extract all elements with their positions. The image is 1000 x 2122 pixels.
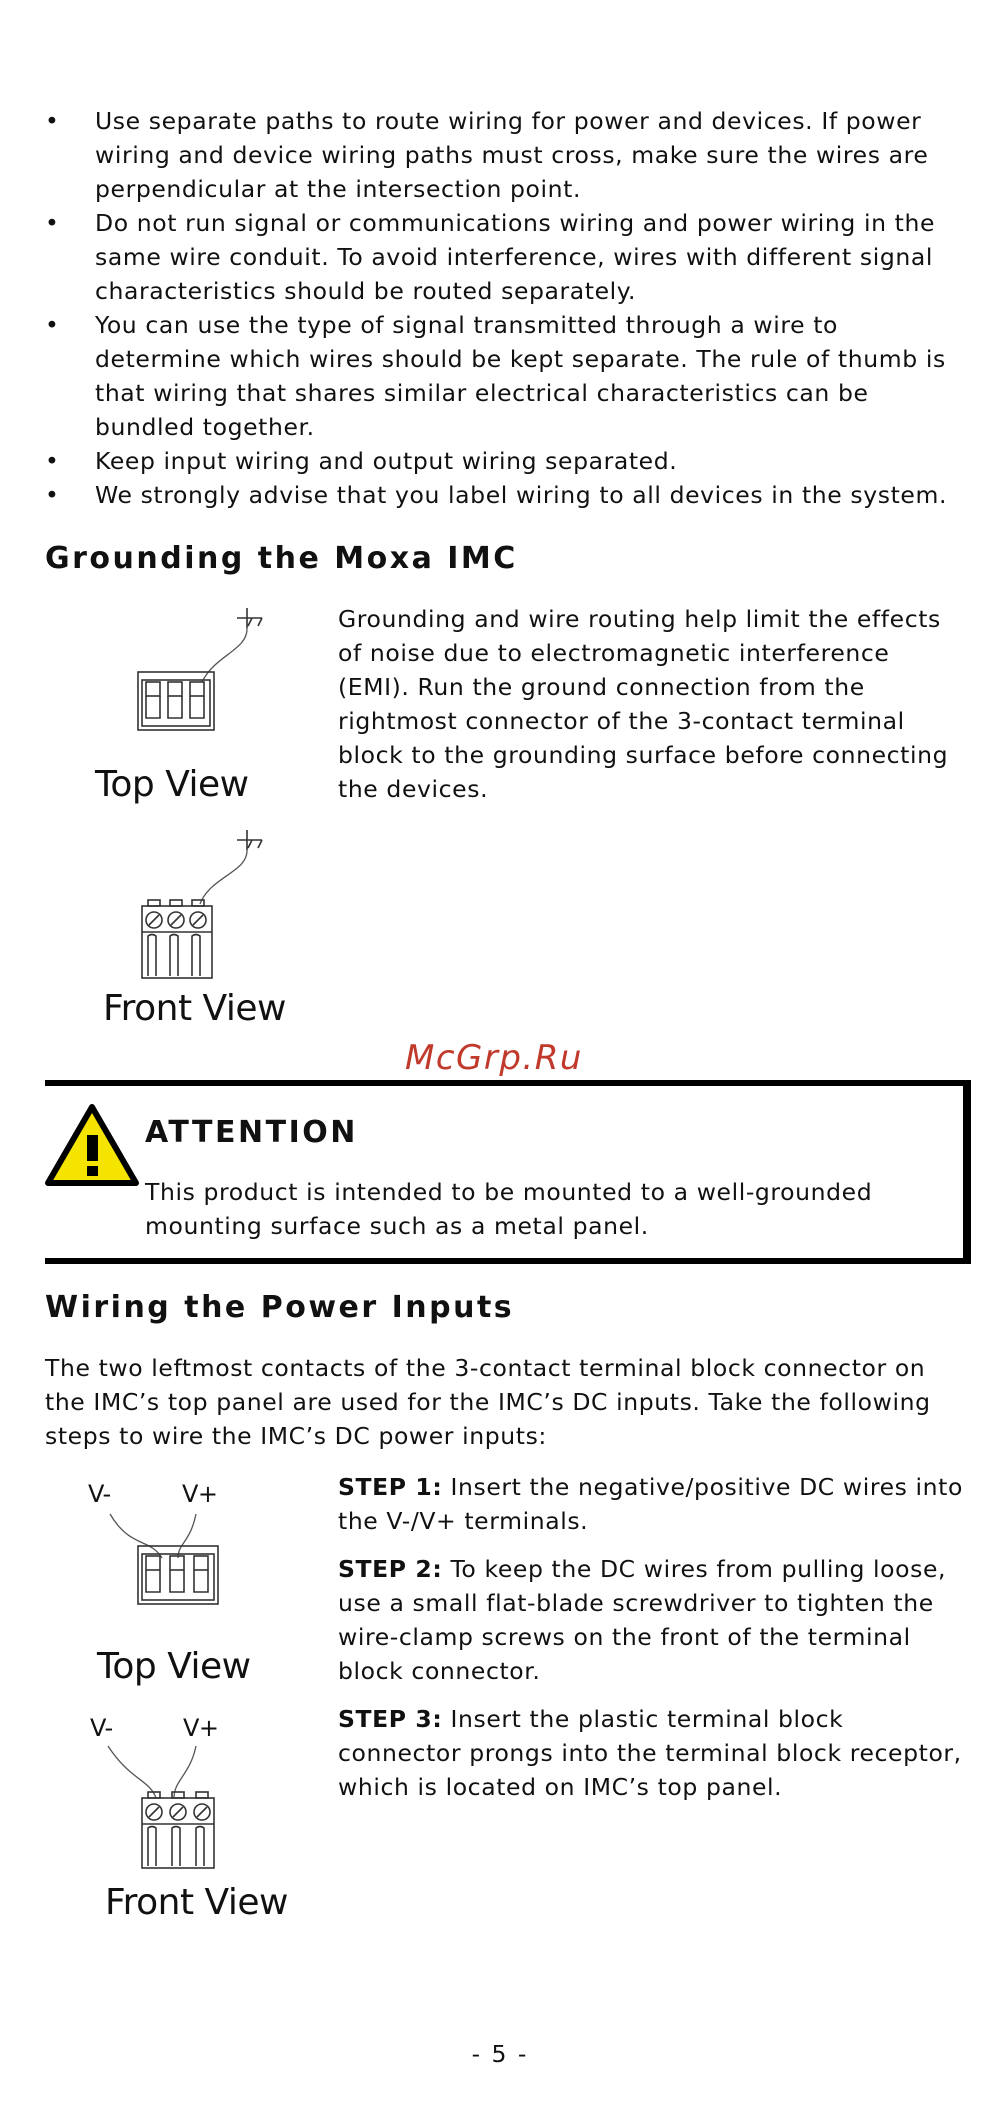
attention-title: ATTENTION: [145, 1115, 358, 1150]
v-minus-label: V-: [88, 1480, 111, 1508]
bullet-marker: •: [45, 447, 60, 475]
attention-text: This product is intended to be mounted to a well-grounded mounting surface such as a metal panel.: [145, 1178, 873, 1240]
step-2: STEP 2: To keep the DC wires from pulling loose, use a small flat-blade screwdriver to tighten the wire-clamp screws on the front of the terminal block connector.: [338, 1555, 947, 1685]
ground-symbol-icon: [237, 830, 262, 850]
warning-triangle-icon: [45, 1103, 140, 1188]
watermark: McGrp.Ru: [405, 1038, 583, 1078]
v-minus-label: V-: [90, 1714, 113, 1742]
power-top-view-diagram: [130, 1508, 240, 1608]
step-label: STEP 3:: [338, 1705, 443, 1733]
bullet-marker: •: [45, 311, 60, 339]
v-plus-label: V+: [183, 1714, 219, 1742]
step-3: STEP 3: Insert the plastic terminal block connector prongs into the terminal block receptor, which is located on IMC’s top panel.: [338, 1705, 962, 1801]
terminal-block: [142, 1792, 214, 1868]
wiring-guidelines-list: [45, 104, 965, 512]
front-view-label: Front View: [103, 988, 286, 1029]
bullet-marker: •: [45, 209, 60, 237]
power-intro: The two leftmost contacts of the 3-contact terminal block connector on the IMC’s top panel are used for the IMC’s DC inputs. Take the following steps to wire the IMC’s DC power inputs:: [45, 1354, 931, 1450]
grounding-top-view-diagram: [130, 600, 280, 740]
step-label: STEP 1:: [338, 1473, 443, 1501]
grounding-front-view-diagram: [130, 822, 280, 982]
terminal-block: [138, 1546, 218, 1604]
page-number: - 5 -: [471, 2040, 529, 2068]
top-view-label: Top View: [97, 1646, 251, 1687]
power-heading: Wiring the Power Inputs: [45, 1290, 515, 1325]
list-item: • Do not run signal or communications wiring and power wiring in the same wire conduit. To avoid interference, wires with different signal characteristics should be routed separately.: [45, 206, 965, 308]
step-1: STEP 1: Insert the negative/positive DC wires into the V-/V+ terminals.: [338, 1473, 963, 1535]
list-item: • We strongly advise that you label wiring to all devices in the system.: [45, 478, 965, 512]
v-plus-label: V+: [182, 1480, 218, 1508]
list-item: • You can use the type of signal transmitted through a wire to determine which wires should be kept separate. The rule of thumb is that wiring that shares similar electrical characteristics can be bundled together.: [45, 308, 965, 444]
step-label: STEP 2:: [338, 1555, 443, 1583]
terminal-block: [142, 900, 212, 978]
bullet-marker: •: [45, 107, 60, 135]
list-item: • Use separate paths to route wiring for power and devices. If power wiring and device wiring paths must cross, make sure the wires are perpendicular at the intersection point.: [45, 104, 965, 206]
grounding-heading: Grounding the Moxa IMC: [45, 541, 518, 576]
power-front-view-diagram: [130, 1740, 240, 1870]
ground-symbol-icon: [237, 608, 262, 628]
terminal-block: [138, 672, 214, 730]
front-view-label: Front View: [105, 1882, 288, 1923]
bullet-marker: •: [45, 481, 60, 509]
grounding-description: Grounding and wire routing help limit the effects of noise due to electromagnetic interference (EMI). Run the ground connection from the rightmost connector of the 3-contact terminal block to the grounding surface before connecting the devices.: [338, 605, 949, 803]
top-view-label: Top View: [95, 764, 249, 805]
list-item: • Keep input wiring and output wiring separated.: [45, 444, 965, 478]
